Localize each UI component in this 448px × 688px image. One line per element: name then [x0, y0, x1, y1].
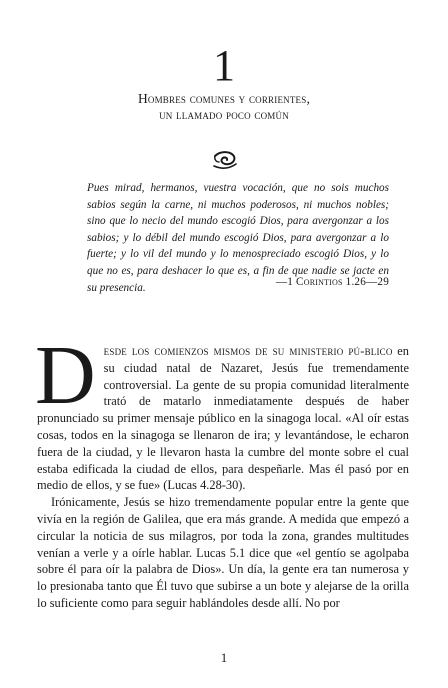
page-number: 1: [220, 650, 228, 665]
chapter-title-line-1: Hombres comunes y corrientes,: [137, 91, 311, 106]
chapter-title-line-2: un llamado poco común: [159, 107, 289, 122]
first-paragraph: [35, 329, 409, 494]
second-paragraph: Irónicamente, Jesús se hizo tremendamente popular entre la gente que vivía en la región de Galilea, que era más grande. A medida que empezó a circular la noticia de sus milagros, por toda la zona, grandes multitudes venían a verle y a oírle hablar. Lucas 5.1 dice que «el gentío se agolpaba sobre él para oír la palabra de Dios». Un día, la gente era tan numerosa y lo presionaba tanto que Él tuvo que subirse a un bote y alejarse de la orilla lo suficiente como para seguir hablándoles desde allí. No por: [37, 495, 409, 610]
chapter-title: [0, 91, 448, 123]
first-paragraph-lead-in: esde los comienzos mismos de su ministerio pú-blico: [103, 344, 393, 358]
drop-cap: D: [35, 329, 96, 422]
chapter-number: 1: [213, 41, 235, 90]
first-paragraph-rest: en su ciudad natal de Nazaret, Jesús fue tremendamente controversial. La gente de su propia comunidad literalmente trató de matarlo inmediatamente después de haber pronunciado su primer mensaje público en la sinagoga local. «Al oír estas cosas, todos en la sinagoga se llenaron de ira; y levantándose, le echaron fuera de la ciudad, y le llevaron hasta la cumbre del monte sobre el cual estaba edificada la ciudad de ellos, para despeñarle. Mas él pasó por en medio de ellos, y se fue» (Lucas 4.28-30).: [37, 344, 409, 493]
body-text: [35, 329, 409, 612]
fleuron-ornament-icon: [212, 150, 238, 170]
epigraph-text: Pues mirad, hermanos, vuestra vocación, que no sois muchos sabios según la carne, ni muchos poderosos, ni muchos nobles; sino que lo necio del mundo escogió Dios, para avergonzar a los sabios; y lo débil del mundo escogió Dios, para avergonzar a lo fuerte; y lo vil del mundo y lo menospreciado escogió Dios, y lo que no es, para deshacer lo que es, a fin de que nadie se jacte en su presencia.: [87, 182, 389, 294]
epigraph-source: —1 Corintios 1.26—29: [275, 276, 389, 288]
